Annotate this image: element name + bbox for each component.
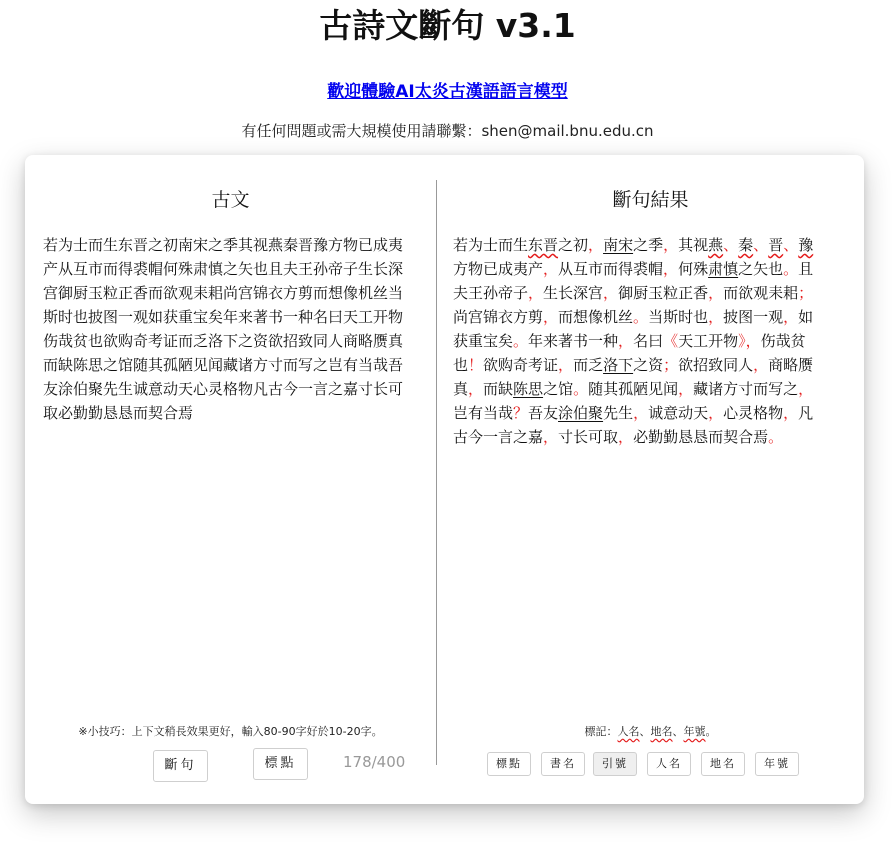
char-counter: 178/400 bbox=[343, 753, 406, 771]
marked-entity: 肃慎 bbox=[708, 260, 739, 278]
punctuation-mark: ， bbox=[543, 428, 559, 446]
text-segment: 且夫王孙帝子 bbox=[453, 260, 814, 302]
text-segment: 何殊 bbox=[678, 260, 709, 278]
punctuation-mark: ， bbox=[678, 380, 694, 398]
text-segment: 先生 bbox=[603, 404, 634, 422]
text-segment: 寸长可取 bbox=[558, 428, 619, 446]
punctuation-mark: 、 bbox=[753, 236, 769, 254]
era-name-button[interactable]: 年號 bbox=[755, 752, 799, 776]
text-segment: 诚意动天 bbox=[648, 404, 709, 422]
legend-person: 人名 bbox=[617, 725, 640, 738]
punctuation-mark: 》 bbox=[738, 332, 746, 350]
punctuation-mark: ， bbox=[783, 308, 799, 326]
text-segment: 名曰 bbox=[633, 332, 664, 350]
punctuate-button[interactable]: 斷句 bbox=[153, 750, 208, 782]
text-segment: 而乏 bbox=[573, 356, 604, 374]
punctuation-mark: ， bbox=[588, 236, 604, 254]
text-segment: 之初 bbox=[558, 236, 589, 254]
text-segment: 之馆 bbox=[543, 380, 574, 398]
text-segment: 吾友 bbox=[528, 404, 559, 422]
punctuation-mark: ！ bbox=[468, 356, 484, 374]
marked-entity: 燕 bbox=[708, 236, 724, 254]
punctuation-mark: ， bbox=[783, 404, 799, 422]
text-segment: 天工开物 bbox=[678, 332, 739, 350]
text-segment: 伤哉贫也 bbox=[453, 332, 806, 374]
contact-info: 有任何問題或需大規模使用請聯繫：shen@mail.bnu.edu.cn bbox=[241, 122, 654, 140]
legend-era: 年號 bbox=[683, 725, 706, 738]
quote-button[interactable]: 引號 bbox=[593, 752, 637, 776]
legend-prefix: 標記： bbox=[584, 725, 618, 738]
punctuation-mark: ， bbox=[708, 308, 724, 326]
legend-sep: 、 bbox=[639, 725, 651, 738]
text-segment: 随其孤陋见闻 bbox=[588, 380, 679, 398]
punctuation-mark: ， bbox=[745, 332, 761, 350]
punctuation-mark: ， bbox=[798, 380, 814, 398]
punctuation-mark: ， bbox=[543, 308, 559, 326]
punctuation-mark: ； bbox=[663, 356, 679, 374]
punctuation-mark: ， bbox=[528, 284, 544, 302]
welcome-link[interactable]: 歡迎體驗AI太炎古漢語語言模型 bbox=[327, 82, 568, 102]
punctuation-mark: ， bbox=[468, 380, 484, 398]
text-segment: 而想像机丝 bbox=[558, 308, 634, 326]
punctuation-mark: ， bbox=[618, 428, 634, 446]
punctuation-mark: ， bbox=[543, 260, 559, 278]
marked-entity: 秦 bbox=[738, 236, 754, 254]
text-segment: 心灵格物 bbox=[723, 404, 784, 422]
punctuation-mark: 。 bbox=[768, 428, 784, 446]
mark-button[interactable]: 標點 bbox=[487, 752, 531, 776]
marked-entity: 洛下 bbox=[603, 356, 634, 374]
text-segment: 必勤勤恳恳而契合焉 bbox=[633, 428, 769, 446]
text-segment: 其视 bbox=[678, 236, 709, 254]
text-segment: 若为士而生 bbox=[453, 236, 529, 254]
text-segment: 欲招致同人 bbox=[678, 356, 754, 374]
person-name-button[interactable]: 人名 bbox=[647, 752, 691, 776]
place-name-button[interactable]: 地名 bbox=[701, 752, 745, 776]
punctuation-mark: ； bbox=[798, 284, 814, 302]
tip-text: ※小技巧：上下文稍長效果更好，輸入80-90字好於10-20字。 bbox=[78, 725, 383, 738]
page-title: 古詩文斷句 v3.1 bbox=[319, 6, 576, 45]
legend-place: 地名 bbox=[650, 725, 673, 738]
text-segment: 年来著书一种 bbox=[528, 332, 619, 350]
book-title-button[interactable]: 書名 bbox=[541, 752, 585, 776]
text-segment: 之季 bbox=[633, 236, 664, 254]
marked-entity: 豫 bbox=[798, 236, 814, 254]
punctuation-mark: 。 bbox=[633, 308, 649, 326]
text-segment: 欲购奇考证 bbox=[483, 356, 559, 374]
text-segment: 之矢也 bbox=[738, 260, 784, 278]
punctuation-mark: ， bbox=[633, 404, 649, 422]
text-segment: 披图一观 bbox=[723, 308, 784, 326]
punctuation-mark: 、 bbox=[723, 236, 739, 254]
punctuation-mark: ， bbox=[603, 284, 619, 302]
marked-entity: 南宋 bbox=[603, 236, 634, 254]
punctuation-mark: 。 bbox=[573, 380, 589, 398]
punctuation-mark: 。 bbox=[513, 332, 529, 350]
text-segment: 尚宫锦衣方剪 bbox=[453, 308, 544, 326]
punctuation-mark: ， bbox=[708, 284, 724, 302]
text-segment: 藏诸方寸而写之 bbox=[693, 380, 799, 398]
punctuation-mark: 《 bbox=[663, 332, 679, 350]
punctuation-mark: ？ bbox=[513, 404, 529, 422]
marked-entity: 晋 bbox=[768, 236, 784, 254]
result-panel-title: 斷句結果 bbox=[612, 189, 689, 211]
text-segment: 如获重宝矣 bbox=[453, 308, 814, 350]
punctuation-mark: 。 bbox=[783, 260, 799, 278]
text-segment: 御厨玉粒正香 bbox=[618, 284, 709, 302]
result-text bbox=[453, 233, 825, 449]
main-card bbox=[25, 155, 864, 804]
legend-end: 。 bbox=[705, 725, 717, 738]
marked-entity: 陈思 bbox=[513, 380, 544, 398]
mark-punctuation-button[interactable]: 標點 bbox=[253, 748, 308, 780]
text-segment: 之资 bbox=[633, 356, 664, 374]
punctuation-mark: ， bbox=[708, 404, 724, 422]
text-segment: 商略赝真 bbox=[453, 356, 814, 398]
text-segment: 而缺 bbox=[483, 380, 514, 398]
punctuation-mark: ， bbox=[558, 356, 574, 374]
legend-sep: 、 bbox=[672, 725, 684, 738]
punctuation-mark: ， bbox=[663, 236, 679, 254]
text-segment: 凡古今一言之嘉 bbox=[453, 404, 814, 446]
text-segment: 生长深宫 bbox=[543, 284, 604, 302]
source-panel-title: 古文 bbox=[211, 189, 250, 211]
text-segment: 当斯时也 bbox=[648, 308, 709, 326]
panel-divider bbox=[436, 180, 437, 765]
marked-entity: 涂伯聚 bbox=[558, 404, 604, 422]
punctuation-mark: ， bbox=[663, 260, 679, 278]
page-header bbox=[0, 0, 895, 141]
source-text-input[interactable]: 若为士而生东晋之初南宋之季其视燕秦晋豫方物已成夷产从互市而得裘帽何殊肃慎之矢也且夫王孙帝子生长深宫御厨玉粒正香而欲观耒耜尚宫锦衣方剪而想像机丝当斯时也披图一观如获重宝矣年来著书一种名曰天工开物伤哉贫也欲购奇考证而乏洛下之资欲招致同人商略赝真而缺陈思之馆随其孤陋见闻藏诸方寸而写之岂有当哉吾友涂伯聚先生诚意动天心灵格物凡古今一言之嘉寸长可取必勤勤恳恳而契合焉 bbox=[43, 236, 404, 422]
text-segment: 方物已成夷产 bbox=[453, 260, 544, 278]
marked-entity: 东晋 bbox=[528, 236, 559, 254]
punctuation-mark: ， bbox=[753, 356, 769, 374]
punctuation-mark: ， bbox=[618, 332, 634, 350]
punctuation-mark: 、 bbox=[783, 236, 799, 254]
text-segment: 岂有当哉 bbox=[453, 404, 514, 422]
text-segment: 而欲观耒耜 bbox=[723, 284, 799, 302]
text-segment: 从互市而得裘帽 bbox=[558, 260, 664, 278]
legend bbox=[437, 723, 864, 739]
